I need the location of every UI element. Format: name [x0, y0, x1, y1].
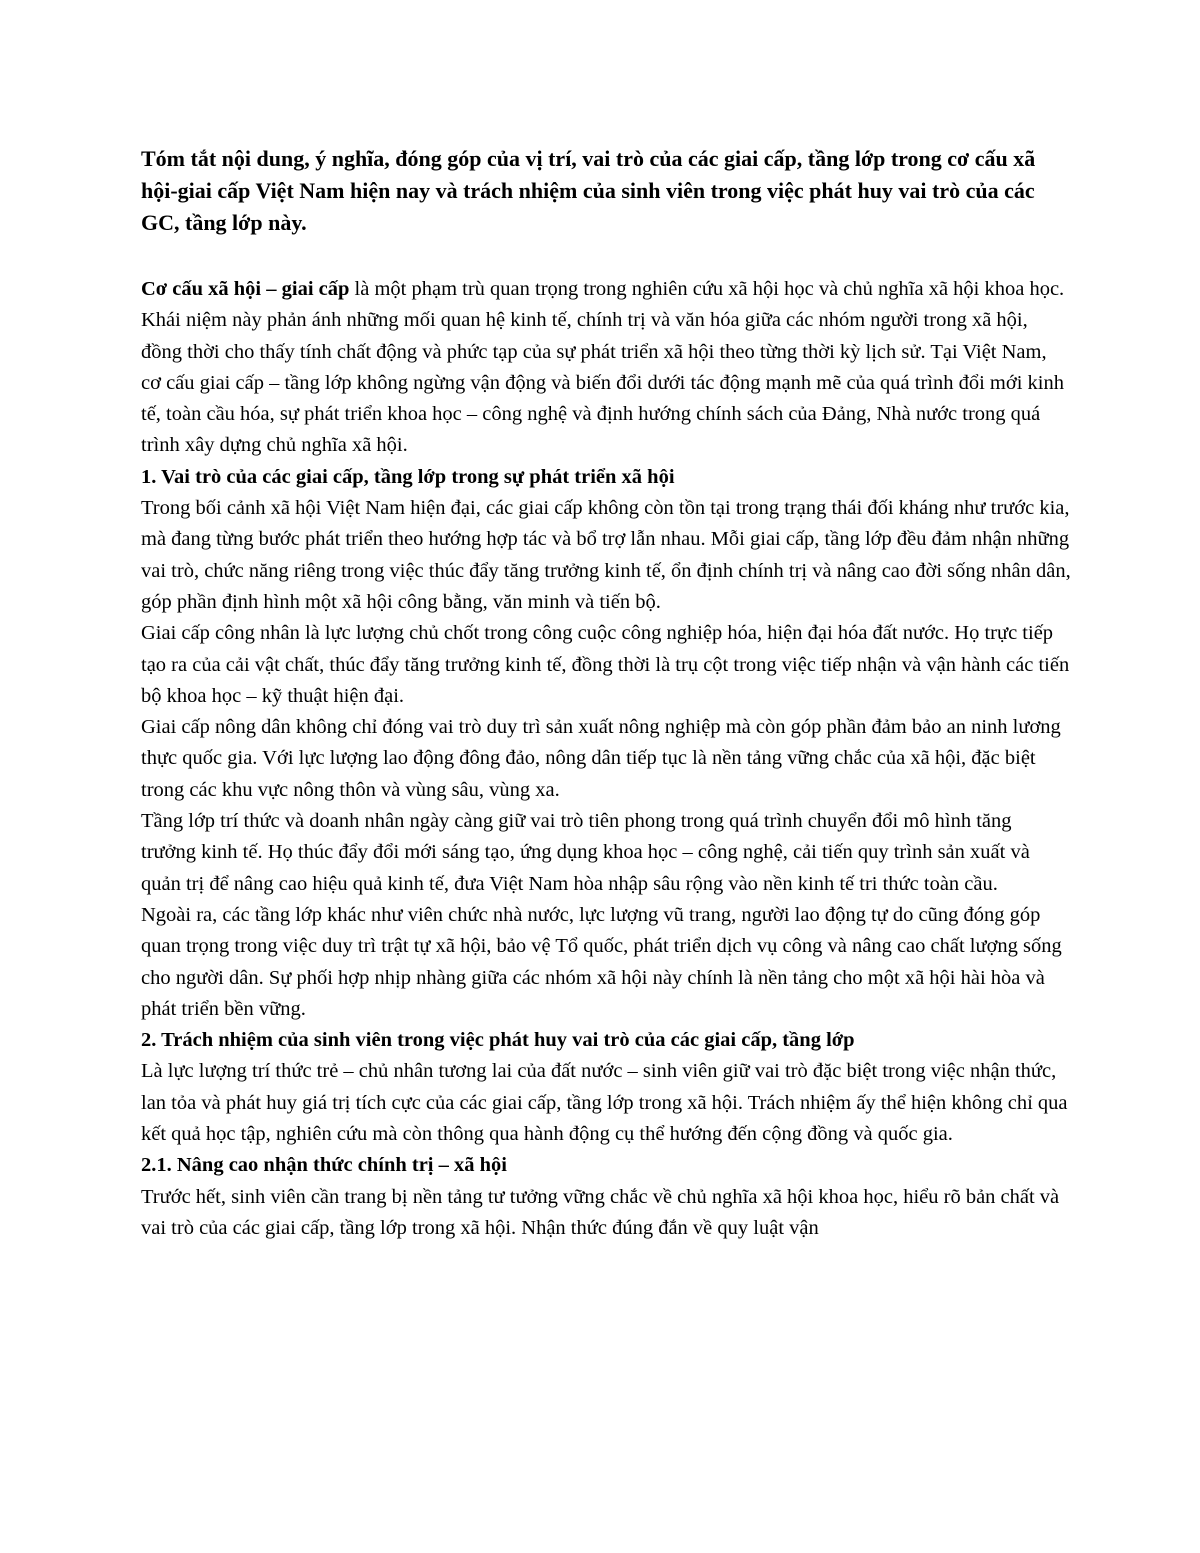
intro-section [141, 274, 1071, 462]
intro-paragraph-text: là một phạm trù quan trọng trong nghiên cứu xã hội học và chủ nghĩa xã hội khoa học. Khái niệm này phản ánh những mối quan hệ kinh tế, chính trị và văn hóa giữa các nhóm người trong xã hội, đồng thời cho thấy tính chất động và phức tạp của sự phát triển xã hội theo từng thời kỳ lịch sử. Tại Việt Nam, cơ cấu giai cấp – tầng lớp không ngừng vận động và biến đổi dưới tác động mạnh mẽ của quá trình đổi mới kinh tế, toàn cầu hóa, sự phát triển khoa học – công nghệ và định hướng chính sách của Đảng, Nhà nước trong quá trình xây dựng chủ nghĩa xã hội. [141, 278, 1065, 457]
section-2-1-paragraph: Trước hết, sinh viên cần trang bị nền tảng tư tưởng vững chắc về chủ nghĩa xã hội khoa học, hiểu rõ bản chất và vai trò của các giai cấp, tầng lớp trong xã hội. Nhận thức đúng đắn về quy luật vận [141, 1185, 1060, 1239]
section-1-paragraph: Ngoài ra, các tầng lớp khác như viên chức nhà nước, lực lượng vũ trang, người lao động tự do cũng đóng góp quan trọng trong việc duy trì trật tự xã hội, bảo vệ Tổ quốc, phát triển dịch vụ công và nâng cao chất lượng sống cho người dân. Sự phối hợp nhịp nhàng giữa các nhóm xã hội này chính là nền tảng cho một xã hội hài hòa và phát triển bền vững. [141, 903, 1062, 1020]
section-1-paragraph: Giai cấp nông dân không chỉ đóng vai trò duy trì sản xuất nông nghiệp mà còn góp phần đảm bảo an ninh lương thực quốc gia. Với lực lượng lao động đông đảo, nông dân tiếp tục là nền tảng vững chắc của xã hội, đặc biệt trong các khu vực nông thôn và vùng sâu, vùng xa. [141, 716, 1061, 801]
document-content [141, 143, 1071, 1244]
intro-lead-term: Cơ cấu xã hội – giai cấp [141, 278, 350, 300]
section-1-paragraph: Trong bối cảnh xã hội Việt Nam hiện đại, các giai cấp không còn tồn tại trong trạng thái đối kháng như trước kia, mà đang từng bước phát triển theo hướng hợp tác và bổ trợ lẫn nhau. Mỗi giai cấp, tầng lớp đều đảm nhận những vai trò, chức năng riêng trong việc thúc đẩy tăng trưởng kinh tế, ổn định chính trị và nâng cao đời sống nhân dân, góp phần định hình một xã hội công bằng, văn minh và tiến bộ. [141, 497, 1071, 613]
document-title: Tóm tắt nội dung, ý nghĩa, đóng góp của vị trí, vai trò của các giai cấp, tầng lớp trong cơ cấu xã hội-giai cấp Việt Nam hiện nay và trách nhiệm của sinh viên trong việc phát huy vai trò của các GC, tầng lớp này. [141, 146, 1036, 235]
section-1-paragraph: Tầng lớp trí thức và doanh nhân ngày càng giữ vai trò tiên phong trong quá trình chuyển đổi mô hình tăng trưởng kinh tế. Họ thúc đẩy đổi mới sáng tạo, ứng dụng khoa học – công nghệ, cải tiến quy trình sản xuất và quản trị để nâng cao hiệu quả kinh tế, đưa Việt Nam hòa nhập sâu rộng vào nền kinh tế tri thức toàn cầu. [141, 810, 1030, 895]
section-1-paragraph: Giai cấp công nhân là lực lượng chủ chốt trong công cuộc công nghiệp hóa, hiện đại hóa đất nước. Họ trực tiếp tạo ra của cải vật chất, thúc đẩy tăng trưởng kinh tế, đồng thời là trụ cột trong việc tiếp nhận và vận hành các tiến bộ khoa học – kỹ thuật hiện đại. [141, 622, 1070, 707]
intro-paragraph [141, 274, 1071, 462]
section-2-heading: 2. Trách nhiệm của sinh viên trong việc phát huy vai trò của các giai cấp, tầng lớp [141, 1029, 855, 1052]
section-1-heading: 1. Vai trò của các giai cấp, tầng lớp trong sự phát triển xã hội [141, 465, 675, 488]
section-2-1-heading: 2.1. Nâng cao nhận thức chính trị – xã hội [141, 1154, 507, 1177]
section-2-paragraph: Là lực lượng trí thức trẻ – chủ nhân tương lai của đất nước – sinh viên giữ vai trò đặc biệt trong việc nhận thức, lan tỏa và phát huy giá trị tích cực của các giai cấp, tầng lớp trong xã hội. Trách nhiệm ấy thể hiện không chỉ qua kết quả học tập, nghiên cứu mà còn thông qua hành động cụ thể hướng đến cộng đồng và quốc gia. [141, 1060, 1068, 1146]
